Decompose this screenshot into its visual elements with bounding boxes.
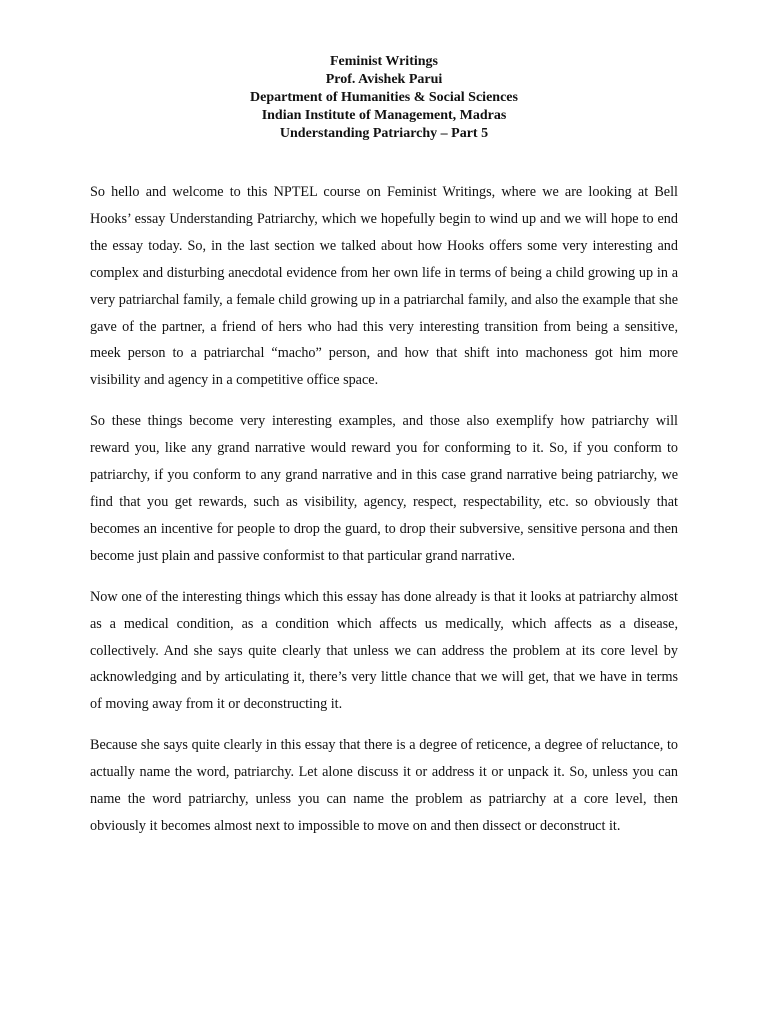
document-body — [90, 179, 678, 854]
document-header — [0, 53, 768, 143]
paragraph-4: Because she says quite clearly in this essay that there is a degree of reticence, a degree of reluctance, to actually name the word, patriarchy. Let alone discuss it or address it or unpack it. So, unless you can name the word patriarchy, unless you can name the problem as patriarchy at a core level, then obviously it becomes almost next to impossible to move on and then dissect or deconstruct it. — [90, 737, 678, 834]
professor-name: Prof. Avishek Parui — [325, 72, 443, 87]
paragraph-3: Now one of the interesting things which this essay has done already is that it looks at patriarchy almost as a medical condition, as a condition which affects us medically, which affects as a disease, collectively. And she says quite clearly that unless we can address the problem at its core level by acknowledging and by articulating it, there’s very little chance that we will get, that we have in terms of moving away from it or deconstructing it. — [90, 588, 678, 713]
course-title: Feminist Writings — [330, 54, 438, 69]
department-name: Department of Humanities & Social Sciences — [250, 90, 518, 105]
institute-name: Indian Institute of Management, Madras — [261, 108, 507, 123]
paragraph-2: So these things become very interesting examples, and those also exemplify how patriarchy will reward you, like any grand narrative would reward you for conforming to it. So, if you conform to patriarchy, if you conform to any grand narrative and in this case grand narrative being patriarchy, we find that you get rewards, such as visibility, agency, respect, respectability, etc. so obviously that becomes an incentive for people to drop the guard, to drop their subversive, sensitive persona and then become just plain and passive conformist to that particular grand narrative. — [90, 413, 678, 564]
paragraph-1: So hello and welcome to this NPTEL course on Feminist Writings, where we are looking at Bell Hooks’ essay Understanding Patriarchy, which we hopefully begin to wind up and we will hope to end the essay today. So, in the last section we talked about how Hooks offers some very interesting and complex and disturbing anecdotal evidence from her own life in terms of being a child growing up in a very patriarchal family, a female child growing up in a patriarchal family, and also the example that she gave of the partner, a friend of hers who had this very interesting transition from being a sensitive, meek person to a patriarchal “macho” person, and how that shift into machoness got him more visibility and agency in a competitive office space. — [90, 184, 678, 389]
lecture-title: Understanding Patriarchy – Part 5 — [279, 126, 489, 141]
